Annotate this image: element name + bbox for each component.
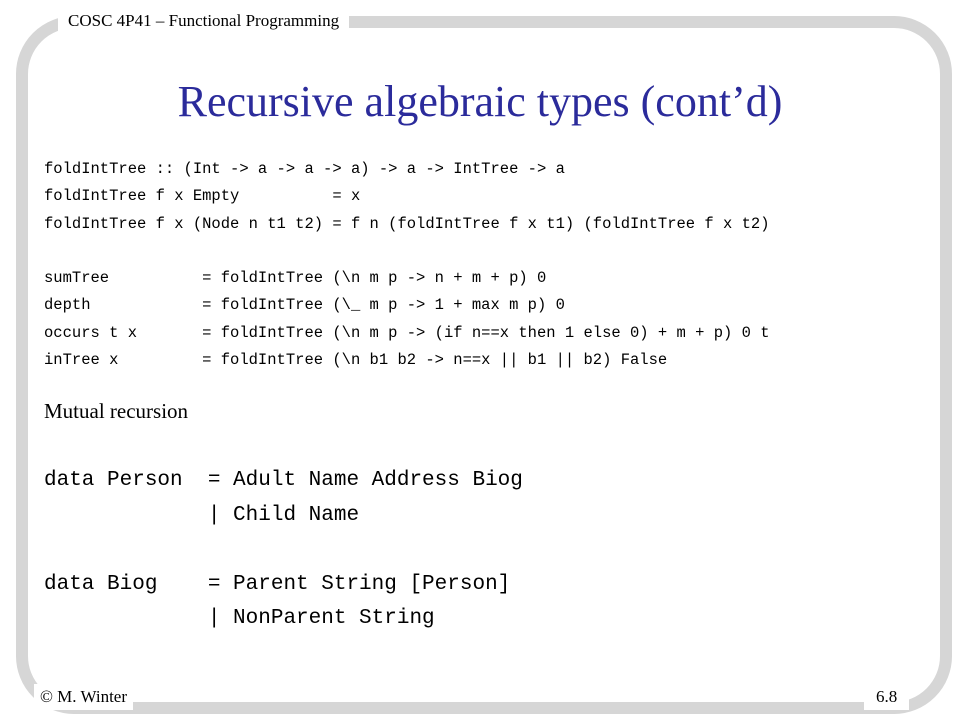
code-block-mutual-recursion — [44, 464, 523, 637]
code-line — [44, 238, 770, 265]
code-block-foldinttree — [44, 156, 770, 374]
code-line: sumTree = foldIntTree (\n m p -> n + m + p) 0 — [44, 269, 547, 288]
code-line: | NonParent String — [44, 607, 435, 630]
code-line: inTree x = foldIntTree (\n b1 b2 -> n==x || b1 || b2) False — [44, 351, 668, 370]
page-number: 6.8 — [864, 684, 909, 710]
course-title: COSC 4P41 – Functional Programming — [58, 8, 349, 34]
slide-title: Recursive algebraic types (cont’d) — [177, 77, 783, 126]
code-line — [44, 533, 523, 568]
code-line: occurs t x = foldIntTree (\n m p -> (if n==x then 1 else 0) + m + p) 0 t — [44, 323, 770, 342]
code-line: data Person = Adult Name Address Biog — [44, 469, 523, 492]
code-line: depth = foldIntTree (\_ m p -> 1 + max m p) 0 — [44, 296, 565, 315]
code-line: foldIntTree f x (Node n t1 t2) = f n (foldIntTree f x t1) (foldIntTree f x t2) — [44, 214, 770, 233]
code-line: data Biog = Parent String [Person] — [44, 572, 511, 596]
code-line: foldIntTree f x Empty = x — [44, 187, 361, 206]
section-heading: Mutual recursion — [44, 399, 189, 423]
code-line: | Child Name — [44, 503, 360, 527]
author-label: © M. Winter — [34, 684, 133, 710]
code-line: foldIntTree :: (Int -> a -> a -> a) -> a -> IntTree -> a — [44, 160, 565, 178]
